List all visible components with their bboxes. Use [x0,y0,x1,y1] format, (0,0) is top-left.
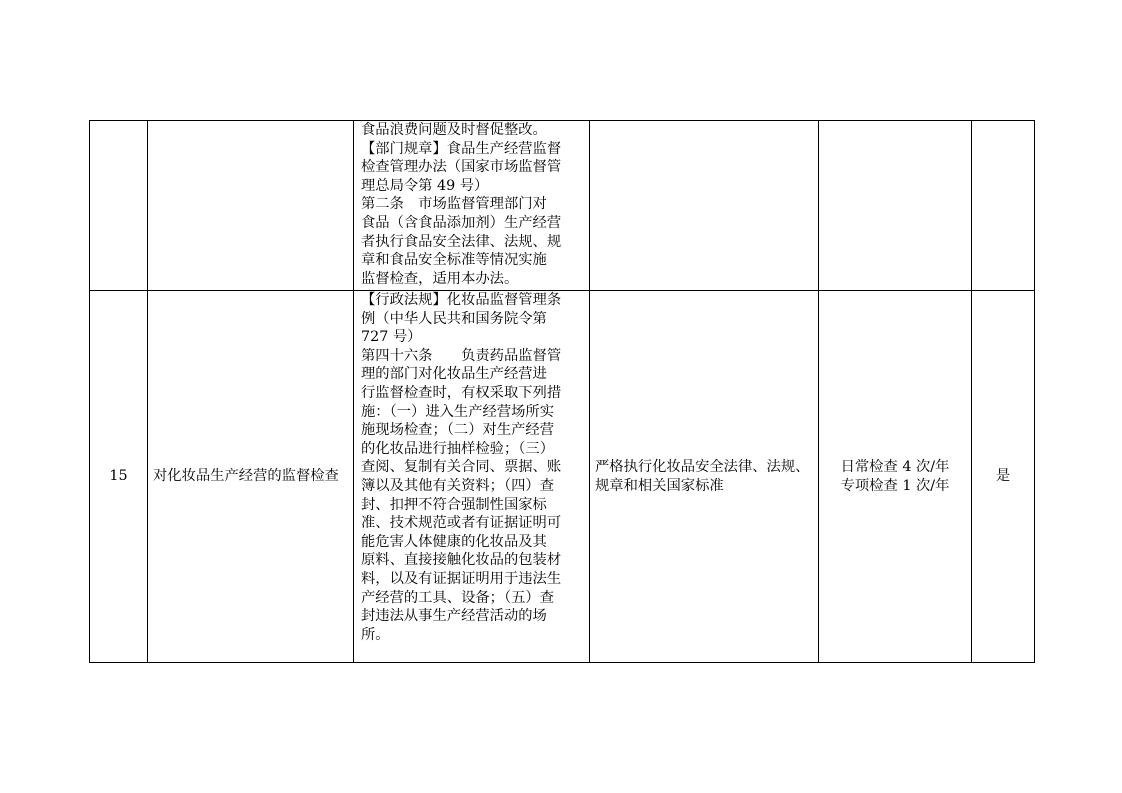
frequency-cell [819,291,972,663]
standard-cell [590,121,819,291]
basis-line: 所。 [361,626,390,643]
row-number-cell [90,121,148,291]
basis-line: 【行政法规】化妆品监督管理条 [361,292,562,308]
basis-line: 理的部门对化妆品生产经营进 [361,366,547,383]
special-inspection-frequency: 专项检查 1 次/年 [840,477,950,494]
basis-line: 准、技术规范或者有证据证明可 [361,515,562,532]
basis-line: 检查管理办法（国家市场监督管 [361,159,562,176]
basis-line: 料，以及有证据证明用于违法生 [361,570,562,587]
basis-line: 行监督检查时，有权采取下列措 [361,384,562,401]
row-number-cell: 15 [90,291,148,663]
basis-line: 封、扣押不符合强制性国家标 [361,496,547,513]
basis-line: 原料、直接接触化妆品的包装材 [361,552,562,569]
basis-line: 查阅、复制有关合同、票据、账 [361,459,562,476]
basis-line: 者执行食品安全法律、法规、规 [361,233,562,250]
basis-line: 簿以及其他有关资料；（四）查 [361,477,555,494]
flag-cell [972,121,1035,291]
legal-basis-cell [354,121,590,291]
basis-line: 例（中华人民共和国务院令第 [361,310,547,327]
inspection-item-cell [148,121,354,291]
basis-line: 施：（一）进入生产经营场所实 [361,403,555,420]
table-row [90,121,1035,291]
basis-line: 727 号） [361,329,422,346]
frequency-cell [819,121,972,291]
basis-line: 监督检查，适用本办法。 [361,270,519,287]
basis-line: 食品浪费问题及时督促整改。 [361,122,547,138]
basis-line: 施现场检查；（二）对生产经营 [361,422,555,439]
legal-basis-cell [354,291,590,663]
basis-line: 封违法从事生产经营活动的场 [361,608,547,625]
basis-line: 第二条 市场监督管理部门对 [361,196,547,213]
basis-line: 能危害人体健康的化妆品及其 [361,533,547,550]
basis-line: 理总局令第 49 号） [361,177,489,194]
daily-inspection-frequency: 日常检查 4 次/年 [840,458,950,475]
basis-line: 章和食品安全标准等情况实施 [361,252,547,269]
basis-line: 产经营的工具、设备；（五）查 [361,589,555,606]
table-row [90,291,1035,663]
basis-line: 食品（含食品添加剂）生产经营 [361,214,562,231]
basis-line: 第四十六条 负责药品监督管 [361,347,562,364]
basis-line: 【部门规章】食品生产经营监督 [361,140,562,157]
inspection-item-cell: 对化妆品生产经营的监督检查 [148,291,354,663]
standard-cell: 严格执行化妆品安全法律、法规、规章和相关国家标准 [590,291,819,663]
inspection-table [89,120,1035,663]
basis-line: 的化妆品进行抽样检验；（三） [361,440,555,457]
flag-cell: 是 [972,291,1035,663]
